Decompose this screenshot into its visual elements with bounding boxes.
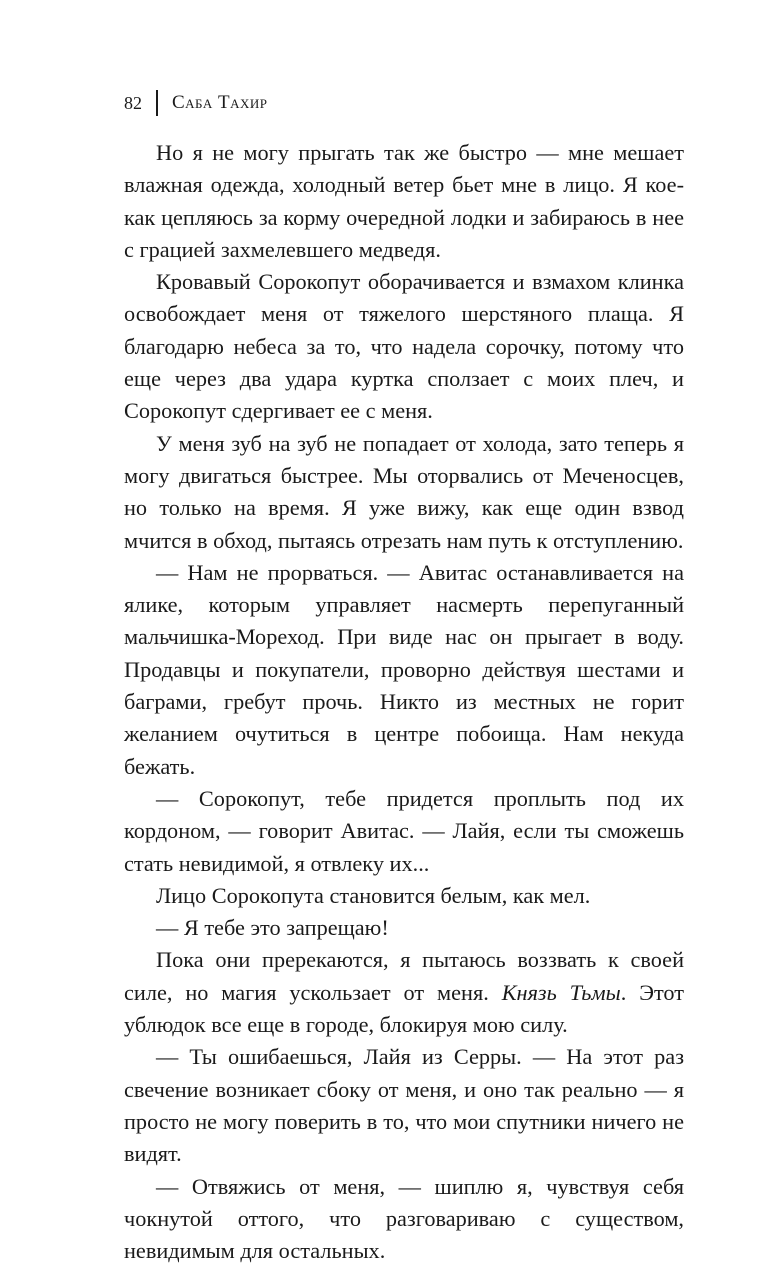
- paragraph-3: У меня зуб на зуб не попадает от холода, зато теперь я могу двигаться быстрее. Мы оторвались от Меченосцев, но только на время. Я уже вижу, как еще один взвод мчится в обход, пытаясь отрезать нам путь к отступлению.: [124, 428, 684, 557]
- paragraph-6: Лицо Сорокопута становится белым, как мел.: [124, 880, 684, 912]
- page-number: 82: [124, 93, 142, 114]
- paragraph-2: Кровавый Сорокопут оборачивается и взмахом клинка освобождает меня от тяжелого шерстяного плаща. Я благодарю небеса за то, что надела сорочку, потому что еще через два удара куртка сползает с моих плеч, и Сорокопут сдергивает ее с меня.: [124, 266, 684, 427]
- paragraph-4: — Нам не прорваться. — Авитас останавливается на ялике, которым управляет насмерть перепуганный мальчишка-Мореход. При виде нас он прыгает в воду. Продавцы и покупатели, проворно действуя шестами и баграми, гребут прочь. Никто из местных не горит желанием очутиться в центре побоища. Нам некуда бежать.: [124, 557, 684, 783]
- paragraph-7: — Я тебе это запрещаю!: [124, 912, 684, 944]
- paragraph-5: — Сорокопут, тебе придется проплыть под их кордоном, — говорит Авитас. — Лайя, если ты сможешь стать невидимой, я отвлеку их...: [124, 783, 684, 880]
- page-header: [124, 90, 268, 116]
- paragraph-9: — Ты ошибаешься, Лайя из Серры. — На этот раз свечение возникает сбоку от меня, и оно так реально — я просто не могу поверить в то, что мои спутники ничего не видят.: [124, 1041, 684, 1170]
- body-text: [124, 137, 684, 1267]
- paragraph-8-italic: Князь Тьмы: [502, 980, 621, 1005]
- paragraph-8: [124, 944, 684, 1041]
- paragraph-8-before: Пока они пререкаются, я пытаюсь воззвать к своей силе, но магия ускользает от меня.: [124, 947, 684, 1004]
- paragraph-10: — Отвяжись от меня, — шиплю я, чувствуя себя чокнутой оттого, что разговариваю с существом, невидимым для остальных.: [124, 1171, 684, 1267]
- paragraph-1: Но я не могу прыгать так же быстро — мне мешает влажная одежда, холодный ветер бьет мне в лицо. Я кое-как цепляюсь за корму очередной лодки и забираюсь в нее с грацией захмелевшего медведя.: [124, 137, 684, 266]
- running-head-author: Саба Тахир: [172, 92, 268, 114]
- paragraph-8-after: . Этот ублюдок все еще в городе, блокируя мою силу.: [124, 980, 684, 1037]
- header-divider: [156, 90, 158, 116]
